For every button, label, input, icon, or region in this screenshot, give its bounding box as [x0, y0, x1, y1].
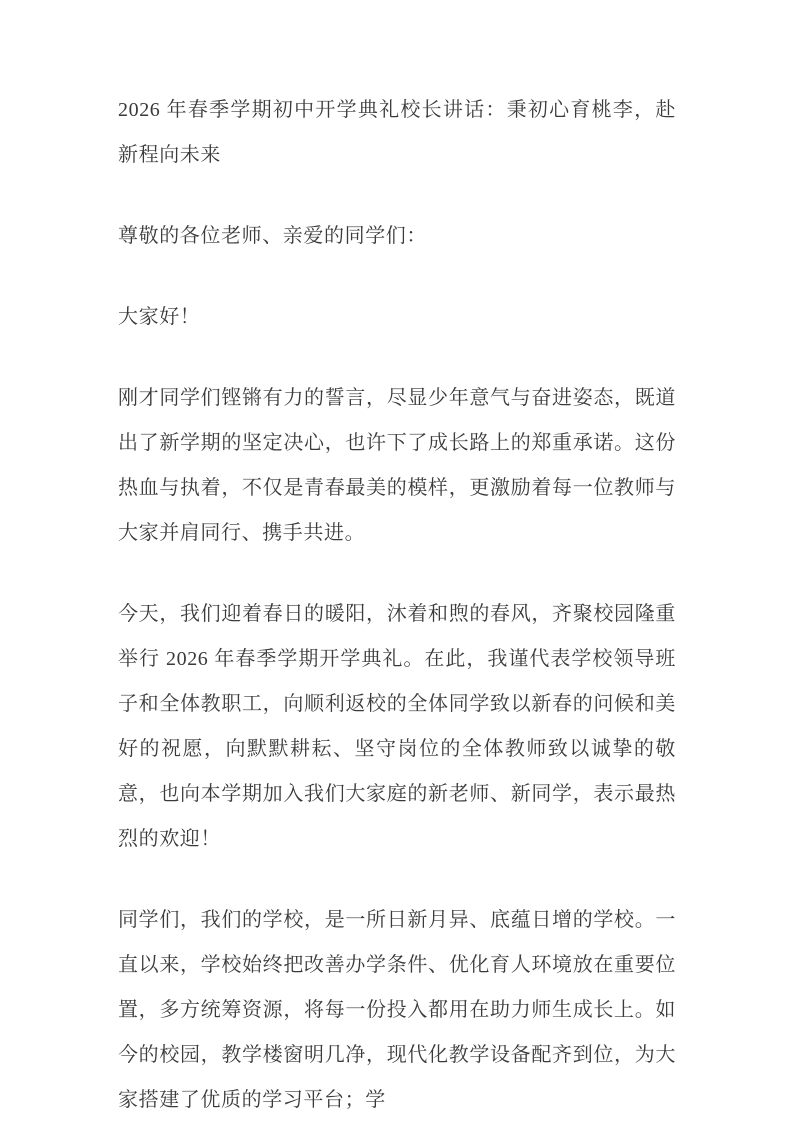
document-title: 2026 年春季学期初中开学典礼校长讲话：秉初心育桃李，赴新程向未来 [118, 99, 676, 166]
body-paragraph-2: 今天，我们迎着春日的暖阳，沐着和煦的春风，齐聚校园隆重举行 2026 年春季学期开学典礼。在此，我谨代表学校领导班子和全体教职工，向顺利返校的全体同学致以新春的问候和美好的祝愿，向默默耕耘、坚守岗位的全体教师致以诚挚的敬意，也向本学期加入我们大家庭的新老师、新同学，表示最热烈的欢迎！ [118, 603, 676, 850]
body-paragraph-3: 同学们，我们的学校，是一所日新月异、底蕴日增的学校。一直以来，学校始终把改善办学条件、优化育人环境放在重要位置，多方统筹资源，将每一份投入都用在助力师生成长上。如今的校园，教学楼窗明几净，现代化教学设备配齐到位，为大家搭建了优质的学习平台；学 [118, 909, 676, 1111]
document-content [118, 88, 676, 1122]
greeting: 大家好！ [118, 306, 201, 328]
salutation: 尊敬的各位老师、亲爱的同学们： [118, 225, 427, 247]
body-paragraph-1: 刚才同学们铿锵有力的誓言，尽显少年意气与奋进姿态，既道出了新学期的坚定决心，也许下了成长路上的郑重承诺。这份热血与执着，不仅是青春最美的模样，更激励着每一位教师与大家并肩同行、携手共进。 [118, 387, 676, 544]
